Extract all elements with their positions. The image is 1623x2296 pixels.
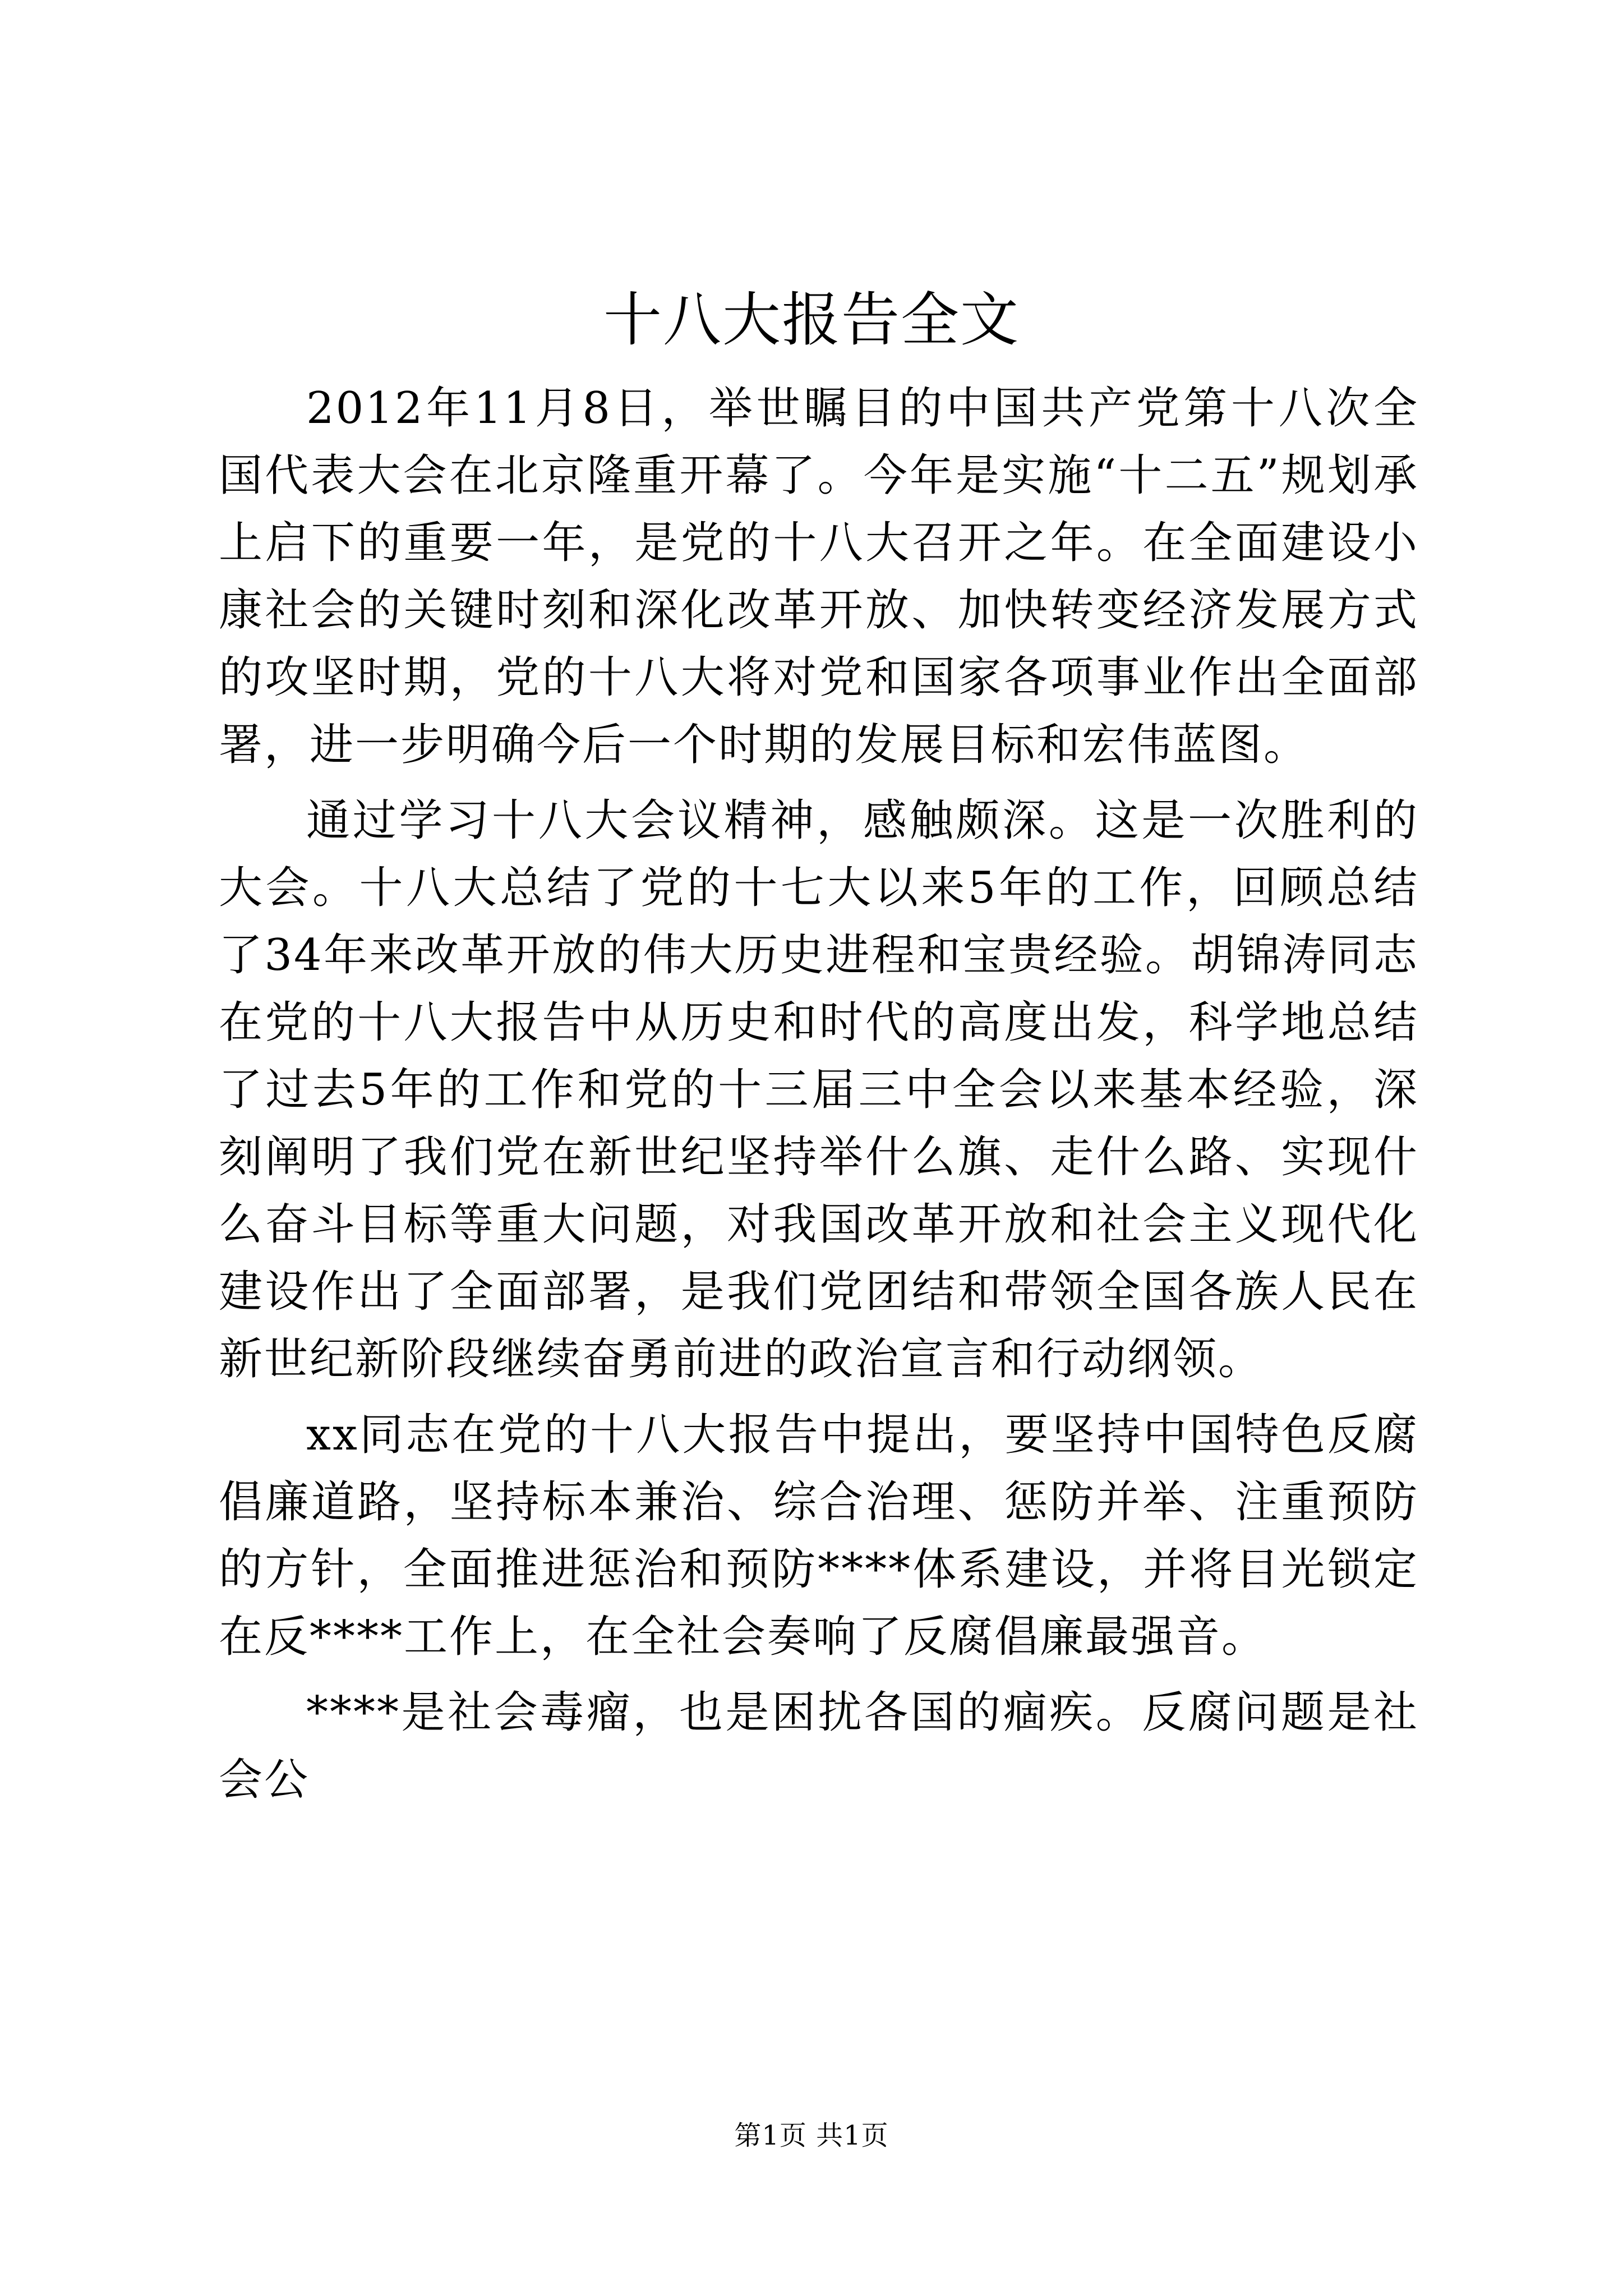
document-title: 十八大报告全文 <box>603 286 1020 354</box>
paragraph-study-reflection: 通过学习十八大会议精神，感触颇深。这是一次胜利的大会。十八大总结了党的十七大以来5年的工作，回顾总结了34年来改革开放的伟大历史进程和宝贵经验。胡锦涛同志在党的十八大报告中从历史和时代的高度出发，科学地总结了过去5年的工作和党的十三届三中全会以来基本经验，深刻阐明了我们党在新世纪坚持举什么旗、走什么路、实现什么奋斗目标等重大问题，对我国改革开放和社会主义现代化建设作出了全面部署，是我们党团结和带领全国各族人民在新世纪新阶段继续奋勇前进的政治宣言和行动纲领。 <box>219 795 1419 1384</box>
page-number-footer: 第1页 共1页 <box>734 2120 889 2151</box>
paragraph-corruption-social-issue: ****是社会毒瘤，也是困扰各国的痼疾。反腐问题是社会公 <box>219 1687 1419 1805</box>
paragraph-opening: 2012年11月8日，举世瞩目的中国共产党第十八次全国代表大会在北京隆重开幕了。今年是实施“十二五”规划承上启下的重要一年，是党的十八大召开之年。在全面建设小康社会的关键时刻和深化改革开放、加快转变经济发展方式的攻坚时期，党的十八大将对党和国家各项事业作出全面部署，进一步明确今后一个时期的发展目标和宏伟蓝图。 <box>219 383 1419 770</box>
document-body <box>219 375 1419 1822</box>
paragraph-anti-corruption: xx同志在党的十八大报告中提出，要坚持中国特色反腐倡廉道路，坚持标本兼治、综合治理、惩防并举、注重预防的方针，全面推进惩治和预防****体系建设，并将目光锁定在反****工作上，在全社会奏响了反腐倡廉最强音。 <box>219 1410 1419 1662</box>
